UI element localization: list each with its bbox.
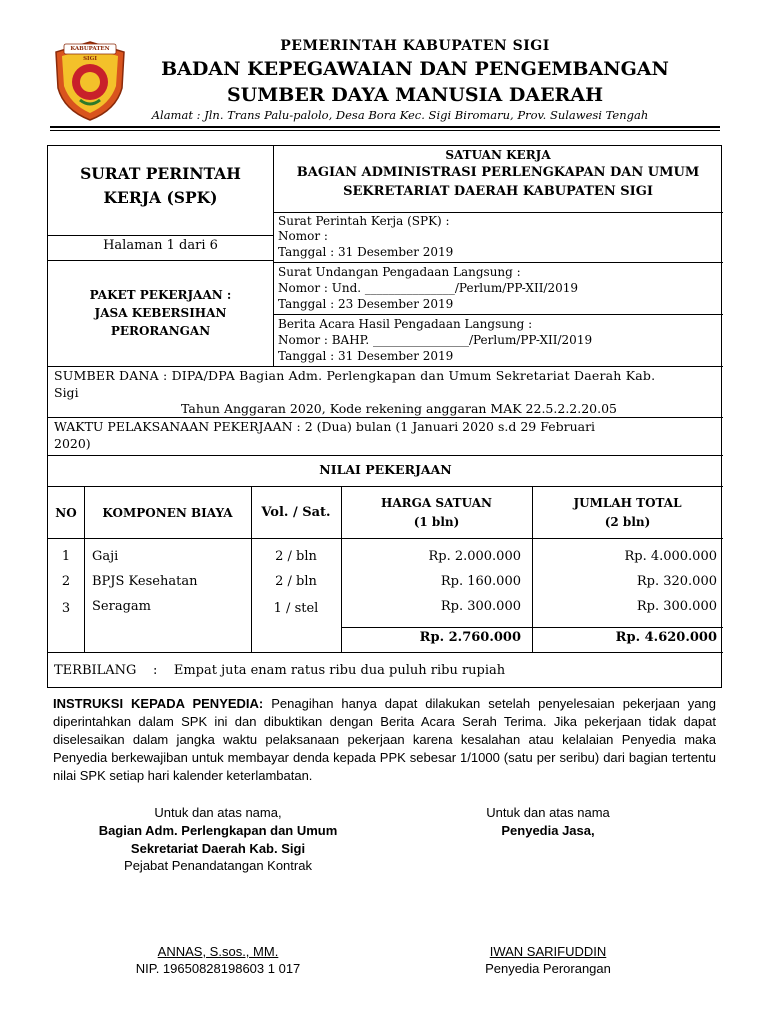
header-rule-thick — [50, 126, 720, 128]
col-komponen: KOMPONEN BIAYA — [102, 506, 233, 520]
header-address: Alamat : Jln. Trans Palu-palolo, Desa Bora Kec. Sigi Biromaru, Prov. Sulawesi Tengah — [151, 108, 649, 122]
row-harga: Rp. 160.000 — [440, 574, 521, 589]
sig-left-nip: NIP. 19650828198603 1 017 — [135, 961, 301, 976]
paket-line-3: PERORANGAN — [110, 324, 211, 338]
spk-table — [47, 145, 722, 688]
total-harga: Rp. 2.760.000 — [419, 630, 521, 645]
satuan-kerja-label: SATUAN KERJA — [445, 148, 551, 162]
row-harga: Rp. 2.000.000 — [428, 549, 521, 564]
col-vol: Vol. / Sat. — [261, 505, 331, 520]
sig-right-intro: Untuk dan atas nama — [486, 805, 610, 820]
row-vol: 2 / bln — [275, 549, 317, 564]
row-vol: 1 / stel — [273, 601, 319, 616]
row-jumlah: Rp. 320.000 — [636, 574, 717, 589]
row-jumlah: Rp. 300.000 — [636, 599, 717, 614]
undangan-line-1: Surat Undangan Pengadaan Langsung : — [278, 265, 521, 279]
instruksi-text: Penagihan hanya dapat dilakukan setelah penyelesaian pekerjaan yang diperintahkan dalam SPK ini dan dibuktikan dengan Berita Acara Serah Terima. Jika pekerjaan tidak dapat diselesaikan dalam jangka waktu pelaksanaan pekerjaan karena kesalahan atau kelalaian Penyedia maka Penyedia berkewajiban untuk membayar denda kepada PPK sebesar 1/1000 (satu per seribu) dari bagian tertentu nilai SPK setiap hari kalender keterlambatan. — [53, 696, 716, 783]
row-no: 2 — [61, 574, 71, 589]
logo-text: KABUPATEN SIGI — [70, 46, 110, 62]
row-no: 1 — [61, 549, 71, 564]
sig-right-org: Penyedia Jasa, — [501, 823, 595, 838]
page-indicator: Halaman 1 dari 6 — [103, 238, 218, 253]
waktu-line-1: WAKTU PELAKSANAAN PEKERJAAN : 2 (Dua) bulan (1 Januari 2020 s.d 29 Februari — [54, 419, 596, 434]
row-komponen: Seragam — [92, 599, 151, 614]
col-jumlah-line-2: (2 bln) — [604, 515, 651, 529]
col-harga-line-2: (1 bln) — [413, 515, 460, 529]
row-harga: Rp. 300.000 — [440, 599, 521, 614]
bahp-line-3: Tanggal : 31 Desember 2019 — [278, 349, 454, 363]
total-jumlah: Rp. 4.620.000 — [615, 630, 717, 645]
spk-ref-line-3: Tanggal : 31 Desember 2019 — [278, 245, 454, 259]
row-no: 3 — [61, 601, 71, 616]
sig-left-org-2: Sekretariat Daerah Kab. Sigi — [130, 841, 306, 856]
sig-right-role: Penyedia Perorangan — [485, 961, 611, 976]
spk-ref-line-2: Nomor : — [278, 229, 328, 243]
instruksi-label: INSTRUKSI KEPADA PENYEDIA: — [53, 696, 264, 711]
row-komponen: Gaji — [92, 549, 119, 564]
bahp-line-1: Berita Acara Hasil Pengadaan Langsung : — [278, 317, 533, 331]
sig-left-role: Pejabat Penandatangan Kontrak — [124, 858, 312, 873]
col-jumlah-line-1: JUMLAH TOTAL — [573, 496, 682, 510]
instruksi-paragraph — [53, 695, 716, 785]
col-no: NO — [55, 506, 77, 520]
sumber-dana-line-1: SUMBER DANA : DIPA/DPA Bagian Adm. Perlengkapan dan Umum Sekretariat Daerah Kab. — [54, 368, 656, 383]
nilai-pekerjaan-label: NILAI PEKERJAAN — [319, 462, 452, 477]
row-jumlah: Rp. 4.000.000 — [624, 549, 717, 564]
bahp-line-2: Nomor : BAHP. ________________/Perlum/PP-XII/2019 — [278, 333, 593, 347]
undangan-line-3: Tanggal : 23 Desember 2019 — [278, 297, 454, 311]
sumber-dana-line-2: Sigi — [54, 385, 79, 400]
terbilang: TERBILANG : Empat juta enam ratus ribu dua puluh ribu rupiah — [54, 663, 506, 678]
row-vol: 2 / bln — [275, 574, 317, 589]
sig-left-intro: Untuk dan atas nama, — [154, 805, 282, 820]
sig-left-org-1: Bagian Adm. Perlengkapan dan Umum — [98, 823, 338, 838]
sig-right-name: IWAN SARIFUDDIN — [489, 944, 607, 959]
header-line-2: BADAN KEPEGAWAIAN DAN PENGEMBANGAN — [161, 58, 669, 80]
sumber-dana-line-3: Tahun Anggaran 2020, Kode rekening anggaran MAK 22.5.2.2.20.05 — [181, 401, 617, 416]
undangan-line-2: Nomor : Und. _______________/Perlum/PP-XII/2019 — [278, 281, 579, 295]
satuan-kerja-line-1: BAGIAN ADMINISTRASI PERLENGKAPAN DAN UMUM — [296, 165, 700, 180]
paket-line-2: JASA KEBERSIHAN — [94, 306, 227, 320]
waktu-line-2: 2020) — [54, 436, 91, 451]
col-harga-line-1: HARGA SATUAN — [381, 496, 492, 510]
header-line-3: SUMBER DAYA MANUSIA DAERAH — [226, 84, 604, 106]
spk-title-line-2: KERJA (SPK) — [103, 188, 218, 207]
row-komponen: BPJS Kesehatan — [92, 574, 198, 589]
satuan-kerja-line-2: SEKRETARIAT DAERAH KABUPATEN SIGI — [343, 184, 653, 199]
header-line-1: PEMERINTAH KABUPATEN SIGI — [280, 38, 550, 54]
header-rule-thin — [50, 130, 720, 131]
paket-line-1: PAKET PEKERJAAN : — [89, 288, 232, 302]
spk-ref-line-1: Surat Perintah Kerja (SPK) : — [278, 214, 450, 228]
spk-title-line-1: SURAT PERINTAH — [80, 164, 241, 183]
sig-left-name: ANNAS, S.sos., MM. — [157, 944, 279, 959]
